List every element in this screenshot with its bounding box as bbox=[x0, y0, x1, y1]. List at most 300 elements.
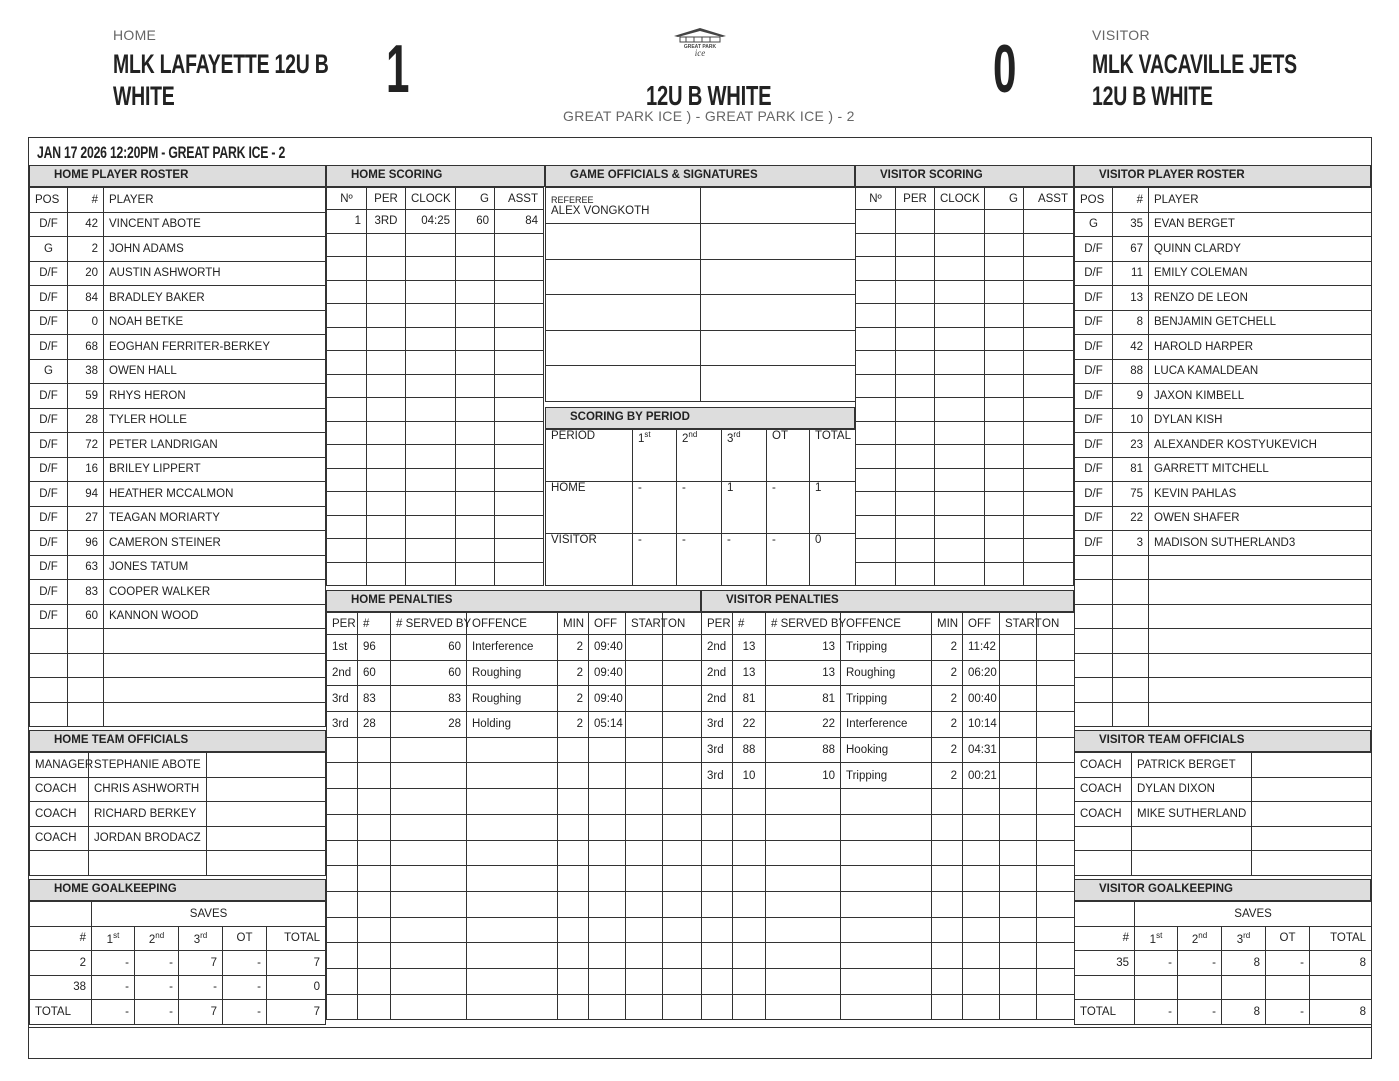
column-header: OFFENCE bbox=[467, 613, 558, 635]
table-cell: Roughing bbox=[467, 686, 558, 712]
table-cell bbox=[841, 943, 932, 969]
table-cell: - bbox=[677, 482, 722, 534]
division-title: 12U B WHITE bbox=[646, 80, 772, 111]
table-cell bbox=[841, 891, 932, 917]
table-cell bbox=[68, 702, 104, 727]
column-header: PLAYER bbox=[104, 188, 326, 213]
table-cell bbox=[589, 763, 626, 789]
table-cell bbox=[733, 814, 766, 840]
table-cell bbox=[327, 539, 367, 563]
table-cell bbox=[856, 374, 896, 398]
table-row bbox=[856, 280, 1074, 304]
table-cell bbox=[1000, 866, 1037, 892]
table-cell bbox=[456, 374, 495, 398]
table-cell bbox=[626, 814, 663, 840]
table-cell bbox=[589, 891, 626, 917]
table-cell: - bbox=[92, 975, 135, 1000]
table-cell: 04:31 bbox=[963, 737, 1000, 763]
table-cell: D/F bbox=[30, 457, 68, 482]
table-row bbox=[30, 826, 326, 851]
table-cell bbox=[935, 280, 985, 304]
table-cell bbox=[89, 851, 207, 876]
table-row bbox=[856, 233, 1074, 257]
table-row bbox=[1075, 902, 1372, 927]
table-cell bbox=[30, 851, 89, 876]
table-cell bbox=[1037, 994, 1075, 1020]
table-row bbox=[856, 398, 1074, 422]
table-cell bbox=[589, 866, 626, 892]
table-cell bbox=[1024, 327, 1074, 351]
table-cell: 7 bbox=[179, 951, 223, 976]
table-row bbox=[30, 926, 326, 951]
table-cell: Interference bbox=[841, 712, 932, 738]
table-cell bbox=[367, 304, 406, 328]
table-row bbox=[1075, 408, 1372, 433]
table-cell bbox=[358, 866, 391, 892]
table-cell bbox=[207, 851, 326, 876]
table-cell bbox=[663, 917, 702, 943]
table-row bbox=[1075, 802, 1372, 827]
column-header: G bbox=[456, 188, 495, 210]
column-header: POS bbox=[1075, 188, 1113, 213]
table-cell: 23 bbox=[1113, 433, 1149, 458]
table-cell bbox=[985, 280, 1024, 304]
table-cell bbox=[1024, 374, 1074, 398]
column-header: Nº bbox=[327, 188, 367, 210]
svg-text:GREAT PARK: GREAT PARK bbox=[683, 44, 717, 50]
column-header: START bbox=[1000, 613, 1037, 635]
table-row bbox=[327, 210, 544, 234]
table-cell: - bbox=[1135, 951, 1178, 976]
column-header: ON bbox=[1037, 613, 1075, 635]
table-cell bbox=[856, 562, 896, 586]
table-cell bbox=[467, 866, 558, 892]
table-row bbox=[856, 445, 1074, 469]
table-row bbox=[1075, 335, 1372, 360]
table-cell bbox=[985, 210, 1024, 234]
table-cell bbox=[935, 304, 985, 328]
table-cell: DYLAN DIXON bbox=[1132, 777, 1252, 802]
table-cell: - bbox=[135, 951, 179, 976]
table-cell bbox=[327, 763, 358, 789]
table-cell: D/F bbox=[30, 384, 68, 409]
table-cell bbox=[367, 233, 406, 257]
column-header: PERIOD bbox=[546, 430, 633, 482]
table-cell bbox=[963, 917, 1000, 943]
visitor-team-officials-table bbox=[1074, 752, 1372, 876]
table-cell: D/F bbox=[1075, 261, 1113, 286]
table-cell: D/F bbox=[1075, 286, 1113, 311]
table-cell bbox=[589, 994, 626, 1020]
table-cell bbox=[1075, 604, 1113, 629]
table-cell bbox=[1075, 851, 1132, 876]
visitor-team-name: MLK VACAVILLE JETS 12U B WHITE bbox=[1092, 49, 1297, 111]
table-cell bbox=[1024, 492, 1074, 516]
table-cell: 3rd bbox=[327, 712, 358, 738]
table-row bbox=[1075, 237, 1372, 262]
table-row bbox=[856, 539, 1074, 563]
table-cell: 13 bbox=[1113, 286, 1149, 311]
table-cell bbox=[766, 943, 841, 969]
table-cell bbox=[327, 374, 367, 398]
table-cell bbox=[1132, 826, 1252, 851]
table-row bbox=[30, 1000, 326, 1025]
table-row bbox=[327, 492, 544, 516]
table-cell bbox=[1149, 702, 1372, 727]
table-cell: 1 bbox=[327, 210, 367, 234]
table-cell bbox=[327, 968, 358, 994]
table-row bbox=[1075, 777, 1372, 802]
table-cell bbox=[702, 994, 733, 1020]
table-cell: 2 bbox=[558, 660, 589, 686]
table-cell bbox=[896, 562, 935, 586]
table-cell bbox=[985, 445, 1024, 469]
table-cell bbox=[935, 421, 985, 445]
table-cell: 2nd bbox=[702, 660, 733, 686]
column-header: 2nd bbox=[1178, 926, 1222, 951]
table-cell bbox=[467, 917, 558, 943]
table-cell: ALEXANDER KOSTYUKEVICH bbox=[1149, 433, 1372, 458]
home-label: HOME bbox=[113, 27, 157, 43]
table-cell bbox=[558, 737, 589, 763]
table-cell bbox=[702, 943, 733, 969]
table-cell: 81 bbox=[1113, 457, 1149, 482]
column-header: 1st bbox=[633, 430, 677, 482]
table-row bbox=[30, 433, 326, 458]
table-row bbox=[702, 943, 1075, 969]
table-cell: 2 bbox=[558, 635, 589, 661]
table-cell bbox=[896, 210, 935, 234]
table-cell bbox=[1037, 891, 1075, 917]
table-cell bbox=[896, 468, 935, 492]
table-cell bbox=[1000, 891, 1037, 917]
table-row bbox=[856, 304, 1074, 328]
table-cell bbox=[406, 398, 456, 422]
table-cell bbox=[766, 891, 841, 917]
table-cell: D/F bbox=[1075, 506, 1113, 531]
table-row bbox=[327, 789, 702, 815]
table-cell: 22 bbox=[733, 712, 766, 738]
table-cell: 72 bbox=[68, 433, 104, 458]
table-row bbox=[702, 712, 1075, 738]
table-cell bbox=[1075, 555, 1113, 580]
table-cell: - bbox=[767, 534, 810, 586]
table-cell bbox=[456, 257, 495, 281]
table-cell bbox=[546, 224, 701, 260]
table-row bbox=[30, 777, 326, 802]
table-cell: 13 bbox=[733, 660, 766, 686]
table-cell bbox=[358, 891, 391, 917]
table-cell: 2nd bbox=[702, 635, 733, 661]
table-row bbox=[1075, 580, 1372, 605]
table-cell bbox=[358, 994, 391, 1020]
table-cell bbox=[1024, 210, 1074, 234]
home-team-officials-header: HOME TEAM OFFICIALS bbox=[29, 730, 326, 752]
table-cell bbox=[626, 840, 663, 866]
table-cell: Tripping bbox=[841, 686, 932, 712]
table-cell bbox=[391, 737, 467, 763]
table-cell: LUCA KAMALDEAN bbox=[1149, 359, 1372, 384]
table-cell bbox=[327, 304, 367, 328]
home-scoring-table bbox=[326, 187, 544, 586]
table-cell: CHRIS ASHWORTH bbox=[89, 777, 207, 802]
table-row bbox=[30, 286, 326, 311]
table-row bbox=[327, 635, 702, 661]
table-cell bbox=[406, 421, 456, 445]
table-cell: JORDAN BRODACZ bbox=[89, 826, 207, 851]
table-row bbox=[327, 257, 544, 281]
table-cell bbox=[856, 515, 896, 539]
table-row bbox=[1075, 604, 1372, 629]
table-cell bbox=[327, 445, 367, 469]
table-cell: GARRETT MITCHELL bbox=[1149, 457, 1372, 482]
table-cell bbox=[467, 891, 558, 917]
table-cell bbox=[391, 814, 467, 840]
table-cell bbox=[558, 866, 589, 892]
table-cell bbox=[68, 629, 104, 654]
table-cell bbox=[841, 814, 932, 840]
table-cell: G bbox=[30, 237, 68, 262]
table-cell bbox=[702, 891, 733, 917]
column-header: MIN bbox=[932, 613, 963, 635]
table-cell bbox=[1000, 840, 1037, 866]
table-cell bbox=[985, 233, 1024, 257]
table-cell: COACH bbox=[1075, 753, 1132, 778]
table-cell bbox=[935, 210, 985, 234]
table-cell: 60 bbox=[456, 210, 495, 234]
table-row bbox=[1075, 975, 1372, 1000]
table-cell bbox=[367, 374, 406, 398]
table-cell: D/F bbox=[30, 335, 68, 360]
table-cell bbox=[896, 280, 935, 304]
table-cell bbox=[935, 233, 985, 257]
table-cell: HOME bbox=[546, 482, 633, 534]
table-cell bbox=[935, 468, 985, 492]
table-cell bbox=[963, 840, 1000, 866]
game-info: JAN 17 2026 12:20PM - GREAT PARK ICE - 2 bbox=[37, 143, 286, 162]
home-score: 1 bbox=[386, 31, 410, 107]
table-cell bbox=[1000, 686, 1037, 712]
table-row bbox=[546, 534, 856, 586]
table-cell bbox=[985, 562, 1024, 586]
table-cell bbox=[841, 968, 932, 994]
table-cell bbox=[935, 492, 985, 516]
table-cell bbox=[406, 351, 456, 375]
table-cell bbox=[367, 492, 406, 516]
table-cell bbox=[546, 259, 701, 295]
table-cell: TYLER HOLLE bbox=[104, 408, 326, 433]
table-cell bbox=[558, 814, 589, 840]
table-cell bbox=[406, 374, 456, 398]
table-cell bbox=[896, 374, 935, 398]
table-row bbox=[327, 233, 544, 257]
column-header: # SERVED BY bbox=[391, 613, 467, 635]
table-cell: 3rd bbox=[702, 763, 733, 789]
table-cell: D/F bbox=[30, 310, 68, 335]
table-row bbox=[30, 653, 326, 678]
table-cell bbox=[626, 866, 663, 892]
table-row bbox=[1075, 310, 1372, 335]
venue-line: GREAT PARK ICE ) - GREAT PARK ICE ) - 2 bbox=[563, 108, 855, 124]
table-row bbox=[1075, 851, 1372, 876]
table-cell: 88 bbox=[1113, 359, 1149, 384]
table-cell: 2nd bbox=[327, 660, 358, 686]
table-cell: D/F bbox=[1075, 335, 1113, 360]
column-header: Nº bbox=[856, 188, 896, 210]
table-cell bbox=[841, 840, 932, 866]
table-row bbox=[702, 686, 1075, 712]
table-cell bbox=[626, 789, 663, 815]
table-cell: 96 bbox=[358, 635, 391, 661]
table-cell bbox=[932, 943, 963, 969]
table-row bbox=[30, 482, 326, 507]
table-cell bbox=[985, 492, 1024, 516]
table-row bbox=[1075, 482, 1372, 507]
table-cell bbox=[1037, 968, 1075, 994]
table-cell bbox=[327, 737, 358, 763]
table-cell bbox=[1000, 737, 1037, 763]
table-cell: Hooking bbox=[841, 737, 932, 763]
table-cell: 0 bbox=[267, 975, 326, 1000]
table-cell: BRADLEY BAKER bbox=[104, 286, 326, 311]
table-cell: 28 bbox=[358, 712, 391, 738]
table-cell bbox=[456, 304, 495, 328]
table-cell: D/F bbox=[1075, 384, 1113, 409]
table-cell: 09:40 bbox=[589, 635, 626, 661]
table-row bbox=[327, 539, 544, 563]
table-cell bbox=[495, 421, 544, 445]
table-cell bbox=[406, 233, 456, 257]
table-cell bbox=[327, 866, 358, 892]
table-cell bbox=[1075, 653, 1113, 678]
table-cell bbox=[1075, 629, 1113, 654]
table-cell: D/F bbox=[1075, 433, 1113, 458]
table-cell bbox=[495, 445, 544, 469]
table-cell bbox=[327, 515, 367, 539]
table-cell bbox=[406, 327, 456, 351]
table-cell: 13 bbox=[766, 635, 841, 661]
table-cell bbox=[1149, 604, 1372, 629]
visitor-roster-header: VISITOR PLAYER ROSTER bbox=[1074, 165, 1371, 187]
table-cell bbox=[207, 777, 326, 802]
table-row bbox=[327, 188, 544, 210]
column-header: # bbox=[733, 613, 766, 635]
table-cell: JAXON KIMBELL bbox=[1149, 384, 1372, 409]
table-cell bbox=[663, 635, 702, 661]
table-cell: TEAGAN MORIARTY bbox=[104, 506, 326, 531]
table-cell bbox=[766, 789, 841, 815]
table-cell bbox=[985, 539, 1024, 563]
table-cell bbox=[327, 492, 367, 516]
table-row bbox=[1075, 384, 1372, 409]
table-cell bbox=[1252, 851, 1372, 876]
table-cell: Roughing bbox=[467, 660, 558, 686]
table-row bbox=[30, 188, 326, 213]
table-cell bbox=[896, 515, 935, 539]
table-cell: 67 bbox=[1113, 237, 1149, 262]
column-header: 3rd bbox=[179, 926, 223, 951]
table-cell bbox=[367, 539, 406, 563]
table-cell: MIKE SUTHERLAND bbox=[1132, 802, 1252, 827]
table-cell: 38 bbox=[68, 359, 104, 384]
table-row bbox=[546, 366, 856, 402]
table-row bbox=[702, 737, 1075, 763]
table-cell: EOGHAN FERRITER-BERKEY bbox=[104, 335, 326, 360]
table-cell: 35 bbox=[1075, 951, 1135, 976]
table-row bbox=[856, 257, 1074, 281]
table-cell bbox=[1149, 555, 1372, 580]
table-row bbox=[327, 562, 544, 586]
table-row bbox=[327, 445, 544, 469]
table-row bbox=[327, 763, 702, 789]
table-cell bbox=[701, 330, 856, 366]
table-cell: 38 bbox=[30, 975, 92, 1000]
table-cell bbox=[626, 712, 663, 738]
column-header: OT bbox=[223, 926, 267, 951]
table-row bbox=[327, 421, 544, 445]
table-row bbox=[702, 789, 1075, 815]
table-cell bbox=[856, 421, 896, 445]
table-cell: 05:14 bbox=[589, 712, 626, 738]
table-cell: 22 bbox=[1113, 506, 1149, 531]
table-cell bbox=[701, 259, 856, 295]
table-row bbox=[30, 951, 326, 976]
table-cell bbox=[663, 814, 702, 840]
table-cell bbox=[1075, 826, 1132, 851]
table-cell bbox=[327, 280, 367, 304]
table-row bbox=[30, 555, 326, 580]
table-cell: 27 bbox=[68, 506, 104, 531]
table-cell: - bbox=[223, 951, 267, 976]
table-cell bbox=[68, 653, 104, 678]
table-cell bbox=[456, 539, 495, 563]
table-cell bbox=[766, 917, 841, 943]
table-cell: - bbox=[223, 1000, 267, 1025]
table-row bbox=[856, 188, 1074, 210]
table-cell bbox=[207, 802, 326, 827]
table-cell bbox=[558, 968, 589, 994]
table-cell: 2 bbox=[932, 686, 963, 712]
table-cell: D/F bbox=[30, 433, 68, 458]
table-cell bbox=[932, 789, 963, 815]
officials-table bbox=[545, 187, 856, 402]
column-header: 1st bbox=[92, 926, 135, 951]
table-cell bbox=[327, 468, 367, 492]
table-cell bbox=[406, 445, 456, 469]
column-header: 1st bbox=[1135, 926, 1178, 951]
table-row bbox=[1075, 702, 1372, 727]
home-penalties-table bbox=[326, 612, 702, 1020]
table-cell: 0 bbox=[68, 310, 104, 335]
table-row bbox=[702, 635, 1075, 661]
table-row bbox=[856, 374, 1074, 398]
table-cell bbox=[963, 968, 1000, 994]
table-cell bbox=[558, 994, 589, 1020]
column-header: PER bbox=[367, 188, 406, 210]
table-cell bbox=[589, 943, 626, 969]
table-cell bbox=[932, 968, 963, 994]
table-row bbox=[1075, 261, 1372, 286]
table-cell bbox=[626, 968, 663, 994]
table-row bbox=[327, 968, 702, 994]
table-row bbox=[30, 457, 326, 482]
table-cell bbox=[733, 917, 766, 943]
table-row bbox=[30, 629, 326, 654]
table-cell bbox=[467, 994, 558, 1020]
table-row bbox=[30, 310, 326, 335]
table-cell: 2 bbox=[932, 763, 963, 789]
column-header: PER bbox=[702, 613, 733, 635]
